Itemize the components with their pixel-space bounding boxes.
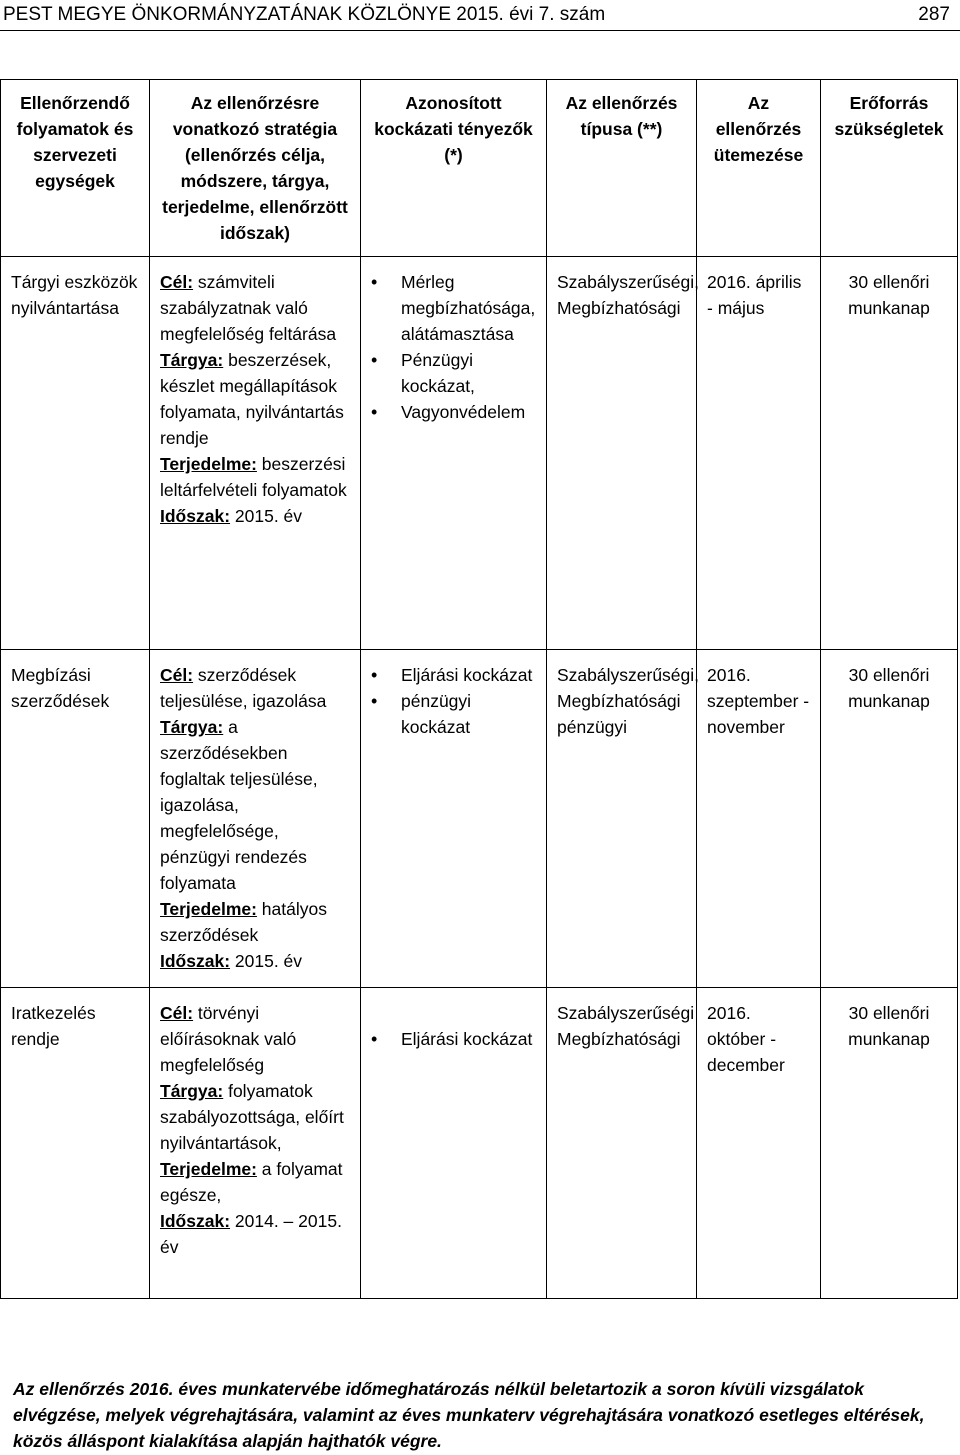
strategy-text: a szerződésekben foglaltak teljesülése, igazolása, megfelelősége, pénzügyi rendezés folyamata	[160, 717, 318, 893]
strategy-text: a folyamat egésze,	[160, 1159, 343, 1205]
strategy-text: 2015. év	[230, 506, 303, 526]
col-header-strategy: Az ellenőrzésre vonatkozó stratégia (ellenőrzés célja, módszere, tárgya, terjedelme, ellenőrzött időszak)	[150, 80, 361, 257]
risk-item: • Mérleg megbízhatósága, alátámasztása	[401, 269, 536, 347]
process-cell: Tárgyi eszközök nyilvántartása	[1, 257, 150, 650]
header-rule	[0, 30, 960, 31]
table-row	[1, 650, 958, 988]
strategy-text: beszerzési leltárfelvételi folyamatok	[160, 454, 347, 500]
col-header-type: Az ellenőrzés típusa (**)	[547, 80, 697, 257]
type-cell: Szabályszerűségi, Megbízhatósági	[547, 257, 697, 650]
col-header-risks: Azonosított kockázati tényezők (*)	[361, 80, 547, 257]
strategy-label: Tárgya:	[160, 717, 224, 737]
page-number: 287	[918, 4, 950, 25]
strategy-label: Terjedelme:	[160, 1159, 257, 1179]
audit-plan-table	[0, 79, 958, 1299]
strategy-text: szerződések teljesülése, igazolása	[160, 665, 327, 711]
strategy-label: Tárgya:	[160, 350, 224, 370]
strategy-label: Időszak:	[160, 506, 231, 526]
risk-item: • Pénzügyi kockázat,	[401, 347, 536, 399]
process-cell: Megbízási szerződések	[1, 650, 150, 988]
header-title: PEST MEGYE ÖNKORMÁNYZATÁNAK KÖZLÖNYE 2015. évi 7. szám	[3, 4, 606, 25]
strategy-text: 2014. – 2015. év	[160, 1211, 342, 1257]
risk-item: • Eljárási kockázat	[401, 1026, 536, 1052]
strategy-label: Tárgya:	[160, 1081, 224, 1101]
risk-item: • Vagyonvédelem	[401, 399, 536, 425]
schedule-cell: 2016. április - május	[697, 257, 821, 650]
strategy-label: Cél:	[160, 272, 194, 292]
risks-cell	[361, 257, 547, 650]
col-header-schedule: Az ellenőrzés ütemezése	[697, 80, 821, 257]
table-row	[1, 257, 958, 650]
col-header-process: Ellenőrzendő folyamatok és szervezeti egységek	[1, 80, 150, 257]
process-cell: Iratkezelés rendje	[1, 988, 150, 1299]
resources-cell: 30 ellenőri munkanap	[821, 257, 958, 650]
strategy-text: számviteli szabályzatnak való megfelelőség feltárása	[160, 272, 337, 344]
strategy-label: Időszak:	[160, 1211, 231, 1231]
strategy-text: törvényi előírásoknak való megfelelőség	[160, 1003, 297, 1075]
strategy-cell	[150, 988, 361, 1299]
strategy-label: Időszak:	[160, 951, 231, 971]
table-header-row	[1, 80, 958, 257]
schedule-cell: 2016. október - december	[697, 988, 821, 1299]
strategy-cell	[150, 650, 361, 988]
strategy-text: beszerzések, készlet megállapítások folyamata, nyilvántartás rendje	[160, 350, 344, 448]
schedule-cell: 2016. szeptember - november	[697, 650, 821, 988]
footnote: Az ellenőrzés 2016. éves munkatervébe időmeghatározás nélkül beletartozik a soron kívüli vizsgálatok elvégzése, melyek végrehajtására, valamint az éves munkaterv végrehajtására vonatkozó esetleges eltérések, közös álláspont kialakítása alapján hajthatók végre.	[13, 1379, 925, 1451]
risks-cell	[361, 988, 547, 1299]
strategy-label: Cél:	[160, 665, 194, 685]
risks-cell	[361, 650, 547, 988]
strategy-text: folyamatok szabályozottsága, előírt nyilvántartások,	[160, 1081, 344, 1153]
strategy-label: Terjedelme:	[160, 899, 257, 919]
strategy-label: Terjedelme:	[160, 454, 257, 474]
page-header	[0, 0, 960, 32]
col-header-resources: Erőforrás szükségletek	[821, 80, 958, 257]
strategy-text: hatályos szerződések	[160, 899, 327, 945]
strategy-label: Cél:	[160, 1003, 194, 1023]
risk-list	[371, 269, 536, 425]
resources-cell: 30 ellenőri munkanap	[821, 988, 958, 1299]
table-row	[1, 988, 958, 1299]
type-cell: Szabályszerűségi, Megbízhatósági pénzügyi	[547, 650, 697, 988]
strategy-cell	[150, 257, 361, 650]
resources-cell: 30 ellenőri munkanap	[821, 650, 958, 988]
risk-item: • pénzügyi kockázat	[401, 688, 536, 740]
risk-item: • Eljárási kockázat	[401, 662, 536, 688]
type-cell: Szabályszerűségi Megbízhatósági	[547, 988, 697, 1299]
strategy-text: 2015. év	[230, 951, 303, 971]
risk-list	[371, 1026, 536, 1052]
risk-list	[371, 662, 536, 740]
